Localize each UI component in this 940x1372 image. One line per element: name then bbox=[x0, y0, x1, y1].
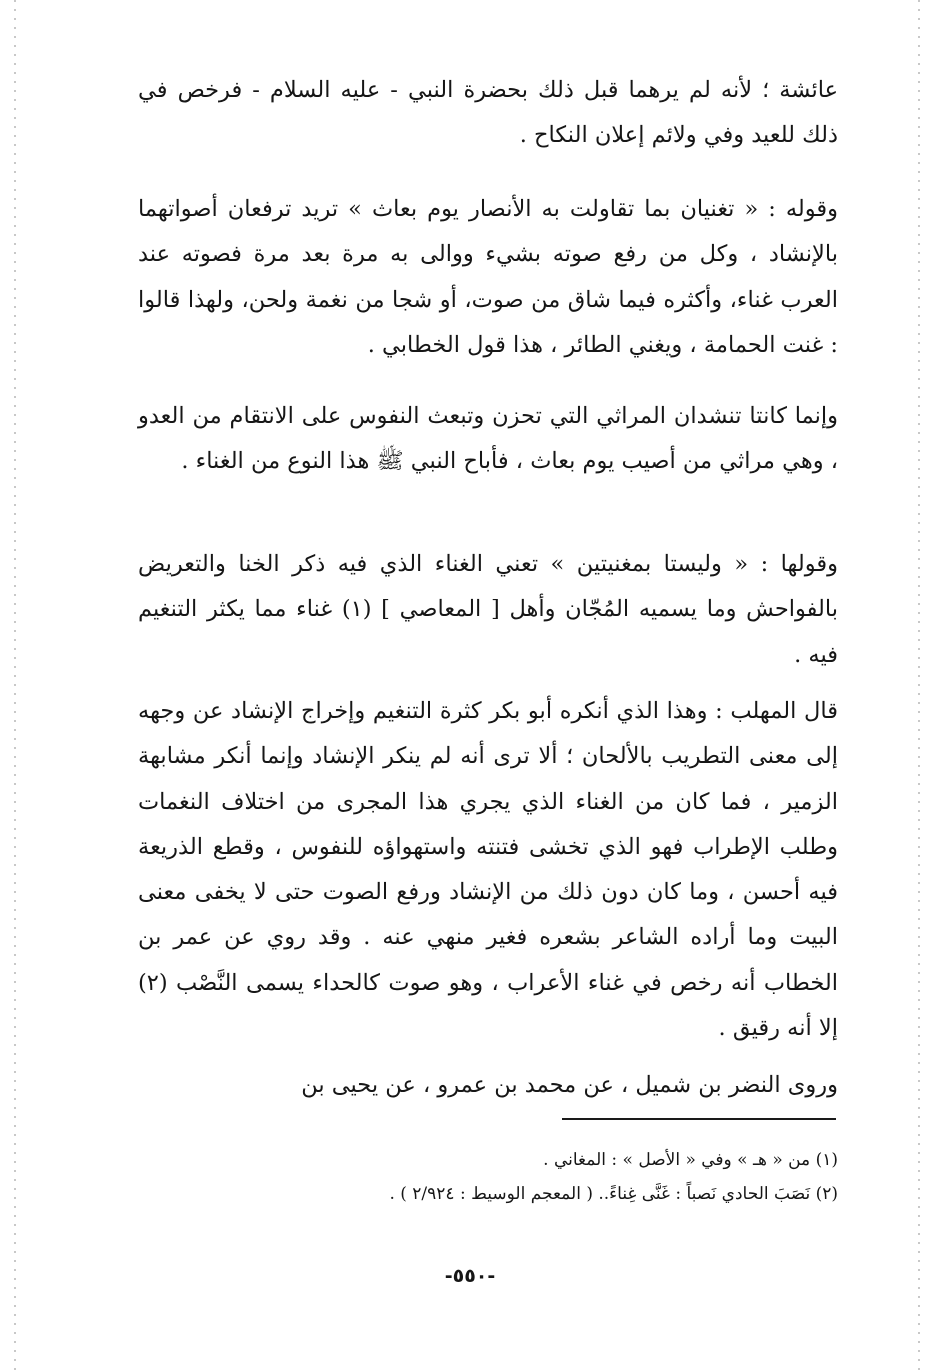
footnotes bbox=[138, 1143, 838, 1211]
page-number: -٥٥٠- bbox=[444, 1265, 496, 1287]
footnote-separator bbox=[562, 1118, 836, 1120]
footnote-1: (١) من « هـ » وفي « الأصل » : المغاني . bbox=[543, 1150, 838, 1170]
paragraph-1: عائشة ؛ لأنه لم يرهما قبل ذلك بحضرة النبي - عليه السلام - فرخص في ذلك للعيد وفي ولائم إعلان النكاح . bbox=[138, 77, 838, 149]
paragraph-5: قال المهلب : وهذا الذي أنكره أبو بكر كثرة التنغيم وإخراج الإنشاد عن وجهه إلى معنى التطريب بالألحان ؛ ألا ترى أنه لم ينكر الإنشاد وإنما أنكر مشابهة الزمير ، فما كان من الغناء الذي يجري هذا المجرى من اختلاف النغمات وطلب الإطراب فهو الذي تخشى فتنته واستهواؤه للنفوس ، وقطع الذريعة فيه أحسن ، وما كان دون ذلك من الإنشاد ورفع الصوت حتى لا يخفى معنى البيت وما أراده الشاعر بشعره فغير منهي عنه . وقد روي عن عمر بن الخطاب أنه رخص في غناء الأعراب ، وهو صوت كالحداء يسمى النَّصْب (٢) إلا أنه رقيق . bbox=[138, 698, 838, 1042]
paragraph-6: وروى النضر بن شميل ، عن محمد بن عمرو ، عن يحيى بن bbox=[301, 1072, 838, 1098]
scan-edge-left bbox=[14, 0, 16, 1372]
scan-edge-right bbox=[918, 0, 920, 1372]
paragraph-3: وإنما كانتا تنشدان المراثي التي تحزن وتبعث النفوس على الانتقام من العدو ، وهي مراثي من أصيب يوم بعاث ، فأباح النبي ﷺ هذا النوع من الغناء . bbox=[138, 403, 838, 475]
paragraph-2: وقوله : « تغنيان بما تقاولت به الأنصار يوم بعاث » تريد ترفعان أصواتهما بالإنشاد ، وكل من رفع صوته بشيء ووالى به مرة بعد مرة فصوته عند العرب غناء، وأكثره فيما شاق من صوت، أو شجا من نغمة ولحن، ولهذا قالوا : غنت الحمامة ، ويغني الطائر ، هذا قول الخطابي . bbox=[138, 196, 838, 358]
paragraph-4: وقولها : « وليستا بمغنيتين » تعني الغناء الذي فيه ذكر الخنا والتعريض بالفواحش وما يسميه المُجّان وأهل [ المعاصي ] (١) غناء مما يكثر التنغيم فيه . bbox=[138, 551, 838, 668]
footnote-2: (٢) نَصَبَ الحادي نَصباً : غَنَّى غِناءً.. ( المعجم الوسيط : ٢/٩٢٤ ) . bbox=[389, 1184, 838, 1204]
